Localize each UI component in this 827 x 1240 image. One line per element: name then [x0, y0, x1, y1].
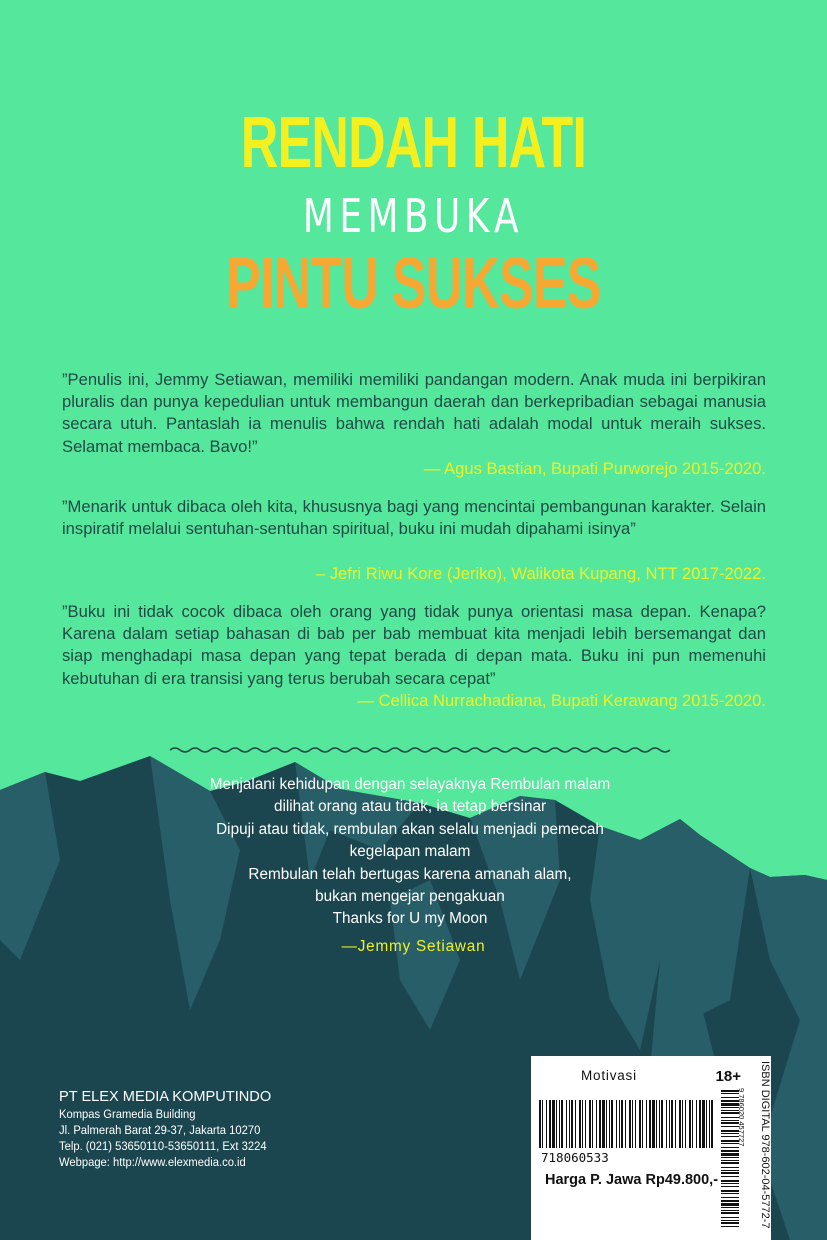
isbn-text: ISBN DIGITAL 978-602-04-5772-7	[759, 1061, 771, 1229]
title-line-1: RENDAH HATI	[240, 103, 587, 183]
testimonial-3-text: ”Buku ini tidak cocok dibaca oleh orang yang tidak punya orientasi masa depan. Kenapa? Karena dalam setiap bahasan di bab per bab membuat kita menjadi lebih bersemangat dan siap menghadapi masa depan yang tepat berada di depan mata. Buku ini pun memenuhi kebutuhan di era transisi yang terus berubah secara cepat”	[62, 602, 766, 688]
barcode-stripe	[721, 1186, 739, 1187]
barcode-stripe	[721, 1172, 739, 1174]
barcode-stripe	[579, 1100, 581, 1148]
age-rating-badge: 18+	[715, 1068, 741, 1085]
barcode-stripe	[585, 1100, 586, 1148]
barcode-stripe	[721, 1222, 739, 1224]
barcode-stripe	[689, 1100, 691, 1148]
barcode-stripe	[606, 1100, 607, 1148]
barcode-stripe	[611, 1100, 613, 1148]
barcode-stripe	[582, 1100, 583, 1148]
barcode-stripe	[721, 1153, 739, 1156]
price-label: Harga P. Jawa Rp49.800,-	[545, 1172, 719, 1188]
barcode-stripe	[629, 1100, 631, 1148]
testimonial-2-attribution: – Jefri Riwu Kore (Jeriko), Walikota Kupang, NTT 2017-2022.	[315, 564, 766, 583]
barcode-stripe	[721, 1160, 739, 1161]
barcode-stripe	[682, 1100, 683, 1148]
title-line-3: PINTU SUKSES	[226, 244, 601, 324]
barcode-stripe	[632, 1100, 633, 1148]
barcode-stripe	[692, 1100, 693, 1148]
barcode-stripe	[721, 1157, 739, 1158]
barcode-stripe	[569, 1100, 570, 1148]
poem-line: kegelapan malam	[349, 843, 471, 861]
barcode-graphic	[539, 1100, 715, 1148]
publisher-name: PT ELEX MEDIA KOMPUTINDO	[59, 1089, 272, 1105]
barcode-stripe	[656, 1100, 657, 1148]
barcode-stripe	[661, 1100, 663, 1148]
barcode-stripe	[546, 1100, 547, 1148]
barcode-stripe	[721, 1180, 739, 1182]
barcode-stripe	[642, 1100, 643, 1148]
barcode-stripe	[696, 1100, 697, 1148]
barcode-stripe	[685, 1100, 686, 1148]
barcode-stripe	[721, 1167, 739, 1168]
barcode-stripe	[721, 1197, 739, 1198]
barcode-stripe	[721, 1203, 739, 1206]
wave-divider	[170, 748, 670, 752]
poem-line: Thanks for U my Moon	[332, 910, 488, 928]
poem-line: Menjalani kehidupan dengan selayaknya Rembulan malam	[209, 776, 611, 793]
barcode-stripe	[561, 1100, 563, 1148]
barcode-stripe	[721, 1150, 739, 1152]
barcode-stripe	[602, 1100, 605, 1148]
barcode-stripe	[539, 1100, 541, 1148]
barcode-stripe	[652, 1100, 655, 1148]
testimonial-3-attribution: — Cellica Nurrachadiana, Bupati Kerawang 2015-2020.	[357, 691, 766, 710]
barcode-stripe	[721, 1162, 739, 1164]
barcode-stripe	[666, 1100, 667, 1148]
barcode-label	[531, 1056, 771, 1240]
barcode-stripe	[721, 1207, 739, 1208]
barcode-stripe	[675, 1100, 676, 1148]
publisher-address: Jl. Palmerah Barat 29-37, Jakarta 10270	[59, 1123, 261, 1137]
barcode-stripe	[646, 1100, 647, 1148]
barcode-stripe	[616, 1100, 617, 1148]
isbn-small-number: 9 786020 457727	[737, 1088, 746, 1147]
poem	[150, 774, 670, 931]
barcode-stripe	[721, 1200, 739, 1202]
testimonial-2-text: ”Menarik untuk dibaca oleh kita, khususnya bagi yang mencintai pembangunan karakter. Selain inspiratif melalui sentuhan-sentuhan spiritual, buku ini mudah dipahami isinya”	[62, 497, 766, 539]
barcode-stripe	[552, 1100, 555, 1148]
barcode-stripe	[621, 1100, 623, 1148]
barcode-stripe	[721, 1226, 739, 1227]
barcode-stripe	[542, 1100, 543, 1148]
barcode-stripe	[639, 1100, 641, 1148]
barcode-stripe	[659, 1100, 660, 1148]
barcode-stripe	[619, 1100, 620, 1148]
barcode-stripe	[671, 1100, 673, 1148]
barcode-stripe	[711, 1100, 713, 1148]
barcode-stripe	[596, 1100, 597, 1148]
publisher-building: Kompas Gramedia Building	[59, 1107, 196, 1121]
barcode-stripe	[625, 1100, 626, 1148]
publisher-info	[59, 1088, 285, 1170]
barcode-stripe	[679, 1100, 681, 1148]
barcode-number: 718060533	[541, 1150, 609, 1165]
barcode-stripe	[575, 1100, 576, 1148]
barcode-stripe	[721, 1147, 739, 1148]
barcode-stripe	[556, 1100, 557, 1148]
poem-line: bukan mengejar pengakuan	[315, 888, 505, 906]
barcode-stripe	[721, 1176, 739, 1177]
poem-line: Rembulan telah bertugas karena amanah alam,	[248, 865, 572, 883]
barcode-stripe	[721, 1190, 739, 1192]
barcode-stripe	[721, 1212, 739, 1214]
barcode-stripe	[721, 1193, 739, 1194]
barcode-stripe	[669, 1100, 670, 1148]
barcode-stripe	[721, 1210, 739, 1211]
barcode-stripe	[589, 1100, 591, 1148]
barcode-stripe	[721, 1217, 739, 1218]
barcode-stripe	[702, 1100, 705, 1148]
barcode-stripe	[721, 1170, 739, 1171]
barcode-stripe	[599, 1100, 601, 1148]
publisher-webpage: Webpage: http://www.elexmedia.co.id	[59, 1155, 246, 1169]
poem-line: dilihat orang atau tidak, ia tetap bersinar	[273, 798, 547, 816]
barcode-stripe	[635, 1100, 636, 1148]
category-label: Motivasi	[581, 1068, 637, 1083]
poem-author: —Jemmy Setiawan	[341, 938, 486, 955]
barcode-stripe	[706, 1100, 707, 1148]
barcode-stripe	[721, 1183, 739, 1184]
testimonial-1-text: ”Penulis ini, Jemmy Setiawan, memiliki memiliki pandangan modern. Anak muda ini berpikiran pluralis dan punya kepedulian untuk membangun daerah dan berkepribadian sebagai manusia secara utuh. Pantaslah ia menulis bahwa rendah hati adalah modal untuk meraih sukses. Selamat membaca. Bavo!”	[62, 370, 766, 456]
barcode-stripe	[609, 1100, 610, 1148]
barcode-stripe	[549, 1100, 551, 1148]
barcode-stripe	[699, 1100, 701, 1148]
barcode-stripe	[559, 1100, 560, 1148]
testimonial-1-attribution: — Agus Bastian, Bupati Purworejo 2015-2020.	[423, 459, 766, 478]
barcode-stripe	[649, 1100, 651, 1148]
barcode-stripe	[709, 1100, 710, 1148]
title-line-2: MEMBUKA	[302, 189, 525, 243]
publisher-phone: Telp. (021) 53650110-53650111, Ext 3224	[59, 1139, 267, 1153]
poem-line: Dipuji atau tidak, rembulan akan selalu menjadi pemecah	[216, 820, 604, 838]
barcode-stripe	[566, 1100, 567, 1148]
barcode-stripe	[592, 1100, 593, 1148]
barcode-stripe	[571, 1100, 573, 1148]
barcode-stripe	[721, 1220, 739, 1221]
